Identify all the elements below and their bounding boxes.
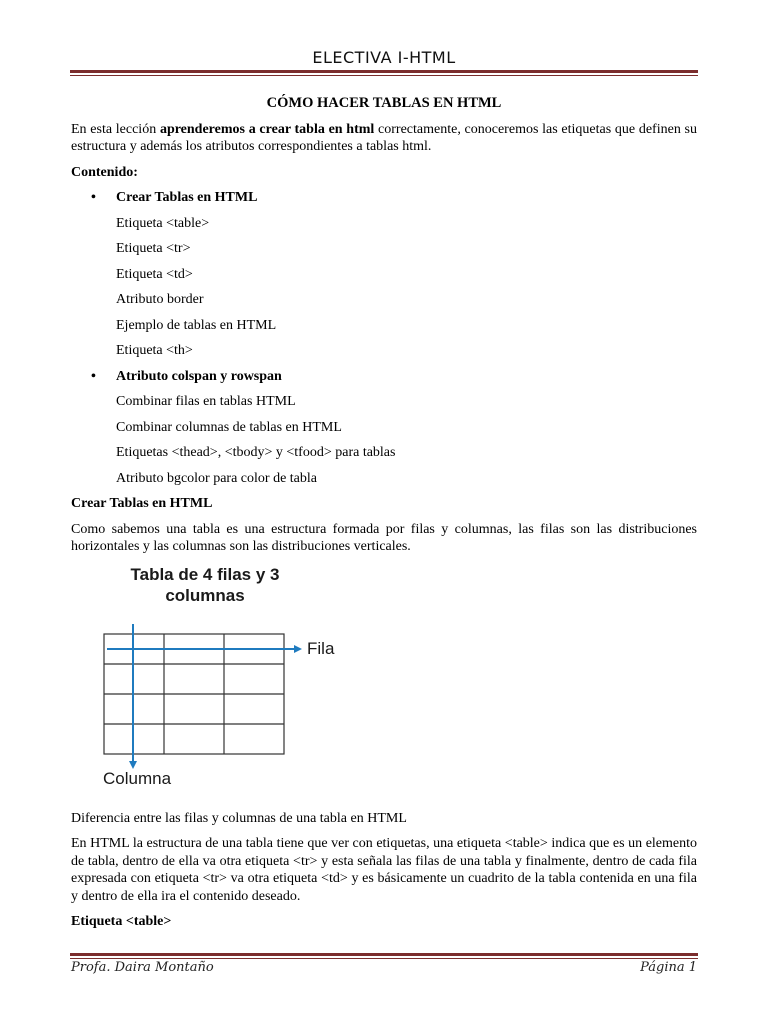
column-arrow-head	[129, 761, 137, 769]
intro-bold-text: aprenderemos a crear tabla en html	[159, 121, 375, 137]
contents-item: Etiqueta <th>	[116, 343, 193, 358]
intro-paragraph	[71, 121, 697, 156]
column-label: Columna	[103, 768, 172, 788]
intro-text-start: En esta lección	[71, 121, 160, 137]
document-body	[71, 92, 697, 939]
contents-item: Etiqueta <td>	[116, 266, 193, 282]
section-heading-table-tag: Etiqueta <table>	[71, 914, 172, 929]
intro-text-end: correctamente, conoceremos las etiquetas que definen su estructura y además los atributos correspondientes a tablas html.	[71, 121, 697, 154]
section-heading-crear-tablas: Crear Tablas en HTML	[71, 496, 213, 511]
rows-columns-paragraph: Como sabemos una tabla es una estructura formada por filas y columnas, las filas son las distribuciones horizontales y las columnas son las distribuciones verticales.	[71, 521, 697, 554]
contents-item: Etiqueta <tr>	[116, 241, 191, 256]
diagram-title: Tabla de 4 filas y 3 columnas	[130, 564, 280, 605]
figure-caption: Diferencia entre las filas y columnas de una tabla en HTML	[71, 810, 407, 826]
contents-item: Etiquetas <thead>, <tbody> y <tfood> para tablas	[116, 445, 396, 460]
contents-item: Atributo bgcolor para color de tabla	[116, 470, 317, 486]
html-structure-paragraph: En HTML la estructura de una tabla tiene que ver con etiquetas, una etiqueta <table> indica que es un elemento de tabla, dentro de ella va otra etiqueta <tr> y esta señala las filas de una tabla y finalmente, dentro de cada fila expresada con etiqueta <tr> va otra etiqueta <td> y es básicamente un cuadrito de la tabla contenida en una fila y dentro de ella ira el contenido deseado.	[71, 836, 697, 904]
bullet-icon: •	[91, 368, 96, 384]
footer-page-number: Página 1	[640, 960, 697, 975]
header-rule	[70, 70, 698, 76]
document-title: CÓMO HACER TABLAS EN HTML	[266, 95, 502, 111]
footer-author: Profa. Daira Montaño	[71, 960, 214, 975]
header-title: ELECTIVA I-HTML	[312, 48, 456, 67]
contents-item: Atributo border	[116, 292, 204, 307]
contents-item: Combinar columnas de tablas en HTML	[116, 419, 342, 435]
bullet-icon: •	[91, 190, 96, 205]
contents-item: Ejemplo de tablas en HTML	[116, 317, 277, 333]
footer-rule	[70, 953, 698, 959]
contents-item: Etiqueta <table>	[116, 215, 210, 231]
section-2-title: Atributo colspan y rowspan	[116, 368, 282, 384]
table-diagram	[97, 564, 397, 804]
section-1-title: Crear Tablas en HTML	[116, 190, 258, 205]
contents-heading: Contenido:	[71, 164, 138, 180]
row-label: Fila	[307, 638, 335, 658]
contents-section-2	[71, 368, 697, 386]
contents-item: Combinar filas en tablas HTML	[116, 394, 296, 409]
contents-section-1	[71, 189, 697, 207]
row-arrow-head	[294, 645, 302, 653]
